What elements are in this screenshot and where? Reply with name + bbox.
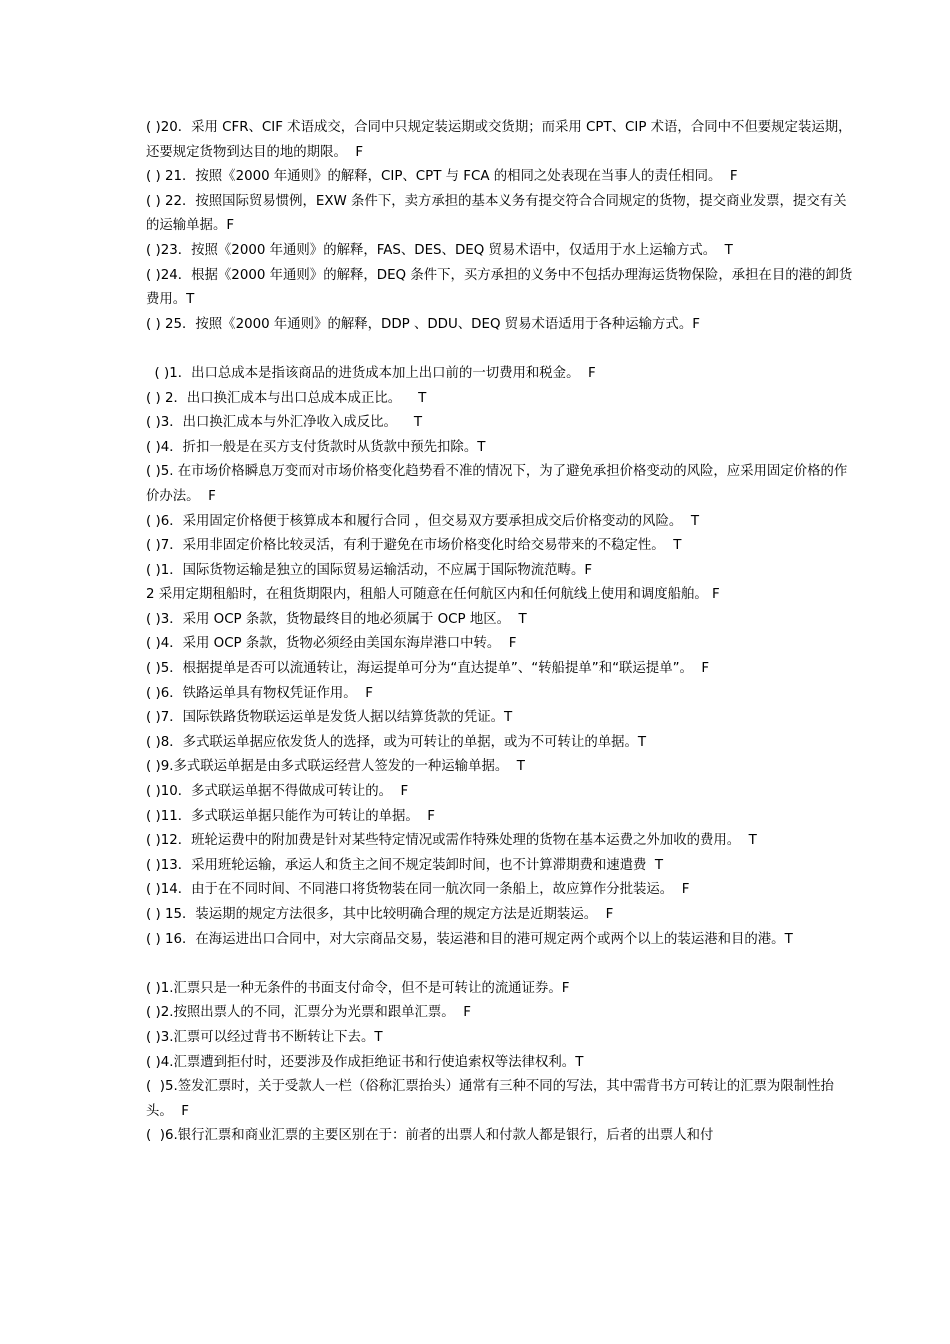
question-item: ( )12．班轮运费中的附加费是针对某些特定情况或需作特殊处理的货物在基本运费之外加收的费用。 T: [146, 833, 757, 849]
question-item: ( )1.汇票只是一种无条件的书面支付命令，但不是可转让的流通证券。F: [146, 980, 570, 996]
question-item: ( )10．多式联运单据不得做成可转让的。 F: [146, 784, 409, 800]
question-item: ( )13．采用班轮运输，承运人和货主之间不规定装卸时间，也不计算滞期费和速遣费 T: [146, 857, 664, 873]
question-item: ( )6.银行汇票和商业汇票的主要区别在于：前者的出票人和付款人都是银行，后者的出票人和付: [146, 1128, 714, 1144]
question-item: 2 采用定期租船时，在租货期限内，租船人可随意在任何航区内和任何航线上使用和调度船舶。 F: [146, 587, 720, 603]
question-item: ( )24．根据《2000 年通则》的解释，DEQ 条件下，买方承担的义务中不包括办理海运货物保险，承担在目的港的卸货费用。T: [146, 267, 853, 308]
question-item: ( ) 22．按照国际贸易惯例，EXW 条件下，卖方承担的基本义务有提交符合合同规定的货物，提交商业发票，提交有关的运输单据。F: [146, 193, 847, 234]
question-item: ( )6．采用固定价格便于核算成本和履行合同 ，但交易双方要承担成交后价格变动的风险。 T: [146, 513, 700, 529]
question-item: ( ) 16．在海运进出口合同中，对大宗商品交易，装运港和目的港可规定两个或两个以上的装运港和目的港。T: [146, 931, 793, 947]
section-spacer: [146, 952, 856, 977]
question-item: ( ) 21．按照《2000 年通则》的解释，CIP、CPT 与 FCA 的相同之处表现在当事人的责任相同。 F: [146, 169, 738, 185]
question-item: ( )7．国际铁路货物联运运单是发货人据以结算货款的凭证。T: [146, 710, 513, 726]
document-body: [146, 116, 856, 1149]
question-item: ( )4．采用 OCP 条款，货物必须经由美国东海岸港口中转。 F: [146, 636, 517, 652]
question-item: ( )5.签发汇票时，关于受款人一栏（俗称汇票抬头）通常有三种不同的写法，其中需背书方可转让的汇票为限制性抬头。 F: [146, 1079, 834, 1119]
question-item: ( )14．由于在不同时间、不同港口将货物装在同一航次同一条船上，故应算作分批装运。 F: [146, 882, 690, 898]
question-item: ( ) 2．出口换汇成本与出口总成本成正比。 T: [146, 390, 427, 406]
question-item: ( )5．根据提单是否可以流通转让，海运提单可分为“直达提单”、“转船提单”和“联运提单”。 F: [146, 661, 710, 677]
question-item: ( )3.汇票可以经过背书不断转让下去。T: [146, 1029, 383, 1045]
section-trade-terms: [146, 116, 856, 337]
section-spacer: [146, 337, 856, 362]
question-item: ( )7．采用非固定价格比较灵活，有利于避免在市场价格变化时给交易带来的不稳定性。 T: [146, 538, 682, 554]
question-item: ( )1．国际货物运输是独立的国际贸易运输活动，不应属于国际物流范畴。F: [146, 562, 593, 578]
question-item: ( )11．多式联运单据只能作为可转让的单据。 F: [146, 808, 435, 824]
question-item: ( )4．折扣一般是在买方支付货款时从货款中预先扣除。T: [146, 439, 486, 455]
question-item: ( )3．出口换汇成本与外汇净收入成反比。 T: [146, 415, 423, 431]
question-item: ( )23．按照《2000 年通则》的解释，FAS、DES、DEQ 贸易术语中，仅适用于水上运输方式。 T: [146, 242, 733, 258]
question-item: ( ) 25．按照《2000 年通则》的解释，DDP 、DDU、DEQ 贸易术语适用于各种运输方式。F: [146, 316, 700, 332]
question-item: ( )8．多式联运单据应依发货人的选择，或为可转让的单据，或为不可转让的单据。T: [146, 734, 647, 750]
question-item: ( )6．铁路运单具有物权凭证作用。 F: [146, 685, 373, 701]
question-item: ( )4.汇票遭到拒付时，还要涉及作成拒绝证书和行使追索权等法律权利。T: [146, 1054, 584, 1070]
section-bills-of-exchange: [146, 977, 856, 1149]
question-item: ( )9.多式联运单据是由多式联运经营人签发的一种运输单据。 T: [146, 759, 525, 775]
question-item: ( )20．采用 CFR、CIF 术语成交，合同中只规定装运期或交货期；而采用 CPT、CIP 术语，合同中不但要规定装运期，还要规定货物到达目的地的期限。 F: [146, 120, 852, 160]
section-cost-and-transport: [146, 362, 856, 952]
question-item: ( ) 15．装运期的规定方法很多，其中比较明确合理的规定方法是近期装运。 F: [146, 907, 614, 922]
question-item: ( )5. 在市场价格瞬息万变而对市场价格变化趋势看不准的情况下，为了避免承担价格变动的风险，应采用固定价格的作价办法。 F: [146, 464, 848, 504]
question-item: ( )2.按照出票人的不同，汇票分为光票和跟单汇票。 F: [146, 1005, 471, 1021]
question-item: ( )3．采用 OCP 条款，货物最终目的地必须属于 OCP 地区。 T: [146, 611, 527, 627]
question-item: ( )1．出口总成本是指该商品的进货成本加上出口前的一切费用和税金。 F: [146, 365, 596, 381]
